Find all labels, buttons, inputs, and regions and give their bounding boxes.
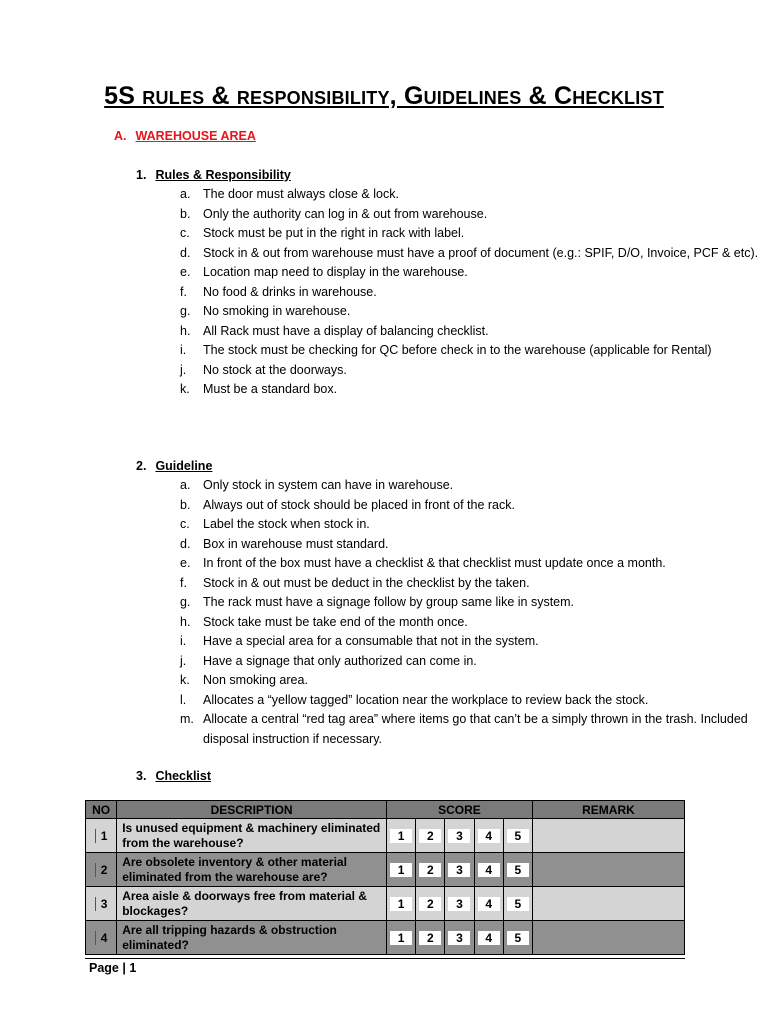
list-item: [180, 710, 768, 749]
score-option[interactable]: 3: [448, 931, 470, 945]
list-item: [180, 632, 768, 652]
list-item: [180, 574, 768, 594]
list-item-marker: d.: [180, 245, 191, 260]
score-option[interactable]: 2: [419, 931, 441, 945]
score-cell[interactable]: [503, 887, 532, 921]
list-item-text: The rack must have a signage follow by group same like in system.: [203, 595, 575, 609]
remark-cell[interactable]: [532, 819, 684, 853]
list-item-marker: h.: [180, 614, 191, 629]
list-item-marker: c.: [180, 517, 190, 531]
row-number: 4: [95, 931, 108, 945]
score-option[interactable]: 1: [390, 931, 412, 945]
list-item-marker: f.: [180, 284, 187, 299]
list-item: [180, 244, 758, 264]
score-cell[interactable]: [387, 853, 416, 887]
checklist-table: [85, 800, 685, 955]
section-heading: [114, 129, 256, 143]
list-item-text: Box in warehouse must standard.: [203, 536, 389, 551]
list-item-text: All Rack must have a display of balancing checklist.: [203, 323, 489, 338]
score-cell[interactable]: [445, 819, 474, 853]
list-item-marker: g.: [180, 304, 191, 318]
remark-cell[interactable]: [532, 887, 684, 921]
list-item-marker: m.: [180, 712, 194, 726]
score-cell[interactable]: [503, 853, 532, 887]
list-item-text: Allocates a “yellow tagged” location near the workplace to review back the stock.: [203, 692, 649, 707]
footer-divider: [85, 958, 685, 959]
table-header-row: [86, 801, 685, 819]
list-item: [180, 613, 768, 633]
list-item-text: No smoking in warehouse.: [203, 304, 351, 318]
header-description: DESCRIPTION: [117, 801, 387, 819]
score-cell[interactable]: [474, 819, 503, 853]
table-row: [86, 853, 685, 887]
score-cell[interactable]: [416, 921, 445, 955]
list-item-text: Location map need to display in the warehouse.: [203, 265, 468, 279]
list-item: [180, 185, 758, 205]
list-item: [180, 361, 758, 381]
score-cell[interactable]: [474, 853, 503, 887]
rules-list: [180, 185, 758, 400]
row-number-cell: [86, 921, 117, 955]
list-item-marker: i.: [180, 343, 187, 357]
list-item-marker: b.: [180, 206, 191, 221]
row-number-cell: [86, 887, 117, 921]
subsection-marker: 1.: [136, 168, 147, 182]
table-row: [86, 921, 685, 955]
list-item-text: Only the authority can log in & out from warehouse.: [203, 206, 488, 221]
list-item-text: The stock must be checking for QC before check in to the warehouse (applicable for Rental): [203, 343, 712, 357]
list-item-text: Stock in & out from warehouse must have a proof of document (e.g.: SPIF, D/O, Invoice, PCF & etc).: [203, 245, 759, 260]
list-item: [180, 496, 768, 516]
score-cell[interactable]: [416, 853, 445, 887]
score-cell[interactable]: [416, 887, 445, 921]
list-item-text: Stock in & out must be deduct in the checklist by the taken.: [203, 575, 530, 590]
score-cell[interactable]: [387, 887, 416, 921]
score-cell[interactable]: [503, 819, 532, 853]
score-cell[interactable]: [445, 887, 474, 921]
score-cell[interactable]: [416, 819, 445, 853]
list-item: [180, 515, 768, 535]
score-option[interactable]: 2: [419, 829, 441, 843]
header-no: NO: [86, 801, 117, 819]
score-option[interactable]: 3: [448, 863, 470, 877]
list-item: [180, 205, 758, 225]
list-item: [180, 283, 758, 303]
score-option[interactable]: 5: [507, 829, 529, 843]
score-cell[interactable]: [503, 921, 532, 955]
list-item: [180, 263, 758, 283]
row-description: Is unused equipment & machinery eliminated from the warehouse?: [117, 819, 387, 853]
list-item-text: Stock must be put in the right in rack with label.: [203, 226, 465, 240]
list-item: [180, 554, 768, 574]
list-item-marker: e.: [180, 556, 191, 570]
list-item-marker: j.: [180, 362, 187, 377]
list-item-text: In front of the box must have a checklist & that checklist must update once a month.: [203, 556, 666, 570]
list-item-text: Stock take must be take end of the month once.: [203, 614, 468, 629]
list-item-text: No stock at the doorways.: [203, 362, 347, 377]
score-option[interactable]: 4: [478, 863, 500, 877]
document-title: 5S rules & responsibility, Guidelines & Checklist: [104, 82, 664, 110]
subsection-marker: 2.: [136, 459, 147, 473]
list-item: [180, 380, 758, 400]
list-item-marker: d.: [180, 536, 191, 551]
list-item-marker: a.: [180, 187, 191, 201]
row-description: Are all tripping hazards & obstruction eliminated?: [117, 921, 387, 955]
remark-cell[interactable]: [532, 853, 684, 887]
list-item-marker: k.: [180, 673, 190, 687]
list-item-text: Must be a standard box.: [203, 382, 338, 396]
row-number: 2: [95, 863, 108, 877]
score-cell[interactable]: [387, 921, 416, 955]
score-option[interactable]: 5: [507, 897, 529, 911]
guideline-list: [180, 476, 768, 749]
list-item: [180, 302, 758, 322]
subsection-heading-checklist: [136, 769, 211, 783]
score-option[interactable]: 5: [507, 931, 529, 945]
score-cell[interactable]: [445, 921, 474, 955]
score-option[interactable]: 1: [390, 863, 412, 877]
list-item-text: Non smoking area.: [203, 673, 308, 687]
subsection-label: Checklist: [155, 769, 212, 783]
score-option[interactable]: 4: [478, 931, 500, 945]
score-option[interactable]: 1: [390, 897, 412, 911]
list-item-marker: l.: [180, 692, 187, 707]
list-item-text: Only stock in system can have in warehouse.: [203, 478, 454, 492]
list-item-marker: c.: [180, 226, 190, 240]
list-item: [180, 322, 758, 342]
score-option[interactable]: 3: [448, 897, 470, 911]
row-number-cell: [86, 819, 117, 853]
score-option[interactable]: 4: [478, 897, 500, 911]
page-number: Page | 1: [89, 961, 137, 975]
score-option[interactable]: 4: [478, 829, 500, 843]
list-item-marker: e.: [180, 265, 191, 279]
list-item: [180, 652, 768, 672]
list-item-marker: f.: [180, 575, 187, 590]
subsection-label: Guideline: [155, 459, 213, 473]
list-item: [180, 476, 768, 496]
list-item-text: Always out of stock should be placed in front of the rack.: [203, 497, 515, 512]
list-item-marker: a.: [180, 478, 191, 492]
remark-cell[interactable]: [532, 921, 684, 955]
row-description: Area aisle & doorways free from material & blockages?: [117, 887, 387, 921]
list-item-text: Label the stock when stock in.: [203, 517, 370, 531]
list-item: [180, 671, 768, 691]
list-item: [180, 691, 768, 711]
score-cell[interactable]: [474, 921, 503, 955]
score-option[interactable]: 2: [419, 897, 441, 911]
list-item-text: Have a signage that only authorized can come in.: [203, 653, 477, 668]
list-item-marker: b.: [180, 497, 191, 512]
list-item: [180, 593, 768, 613]
list-item-text: The door must always close & lock.: [203, 187, 399, 201]
row-description: Are obsolete inventory & other material eliminated from the warehouse are?: [117, 853, 387, 887]
list-item-marker: g.: [180, 595, 191, 609]
score-cell[interactable]: [474, 887, 503, 921]
list-item-marker: i.: [180, 634, 187, 648]
list-item-text: Have a special area for a consumable that not in the system.: [203, 634, 539, 648]
list-item-marker: j.: [180, 653, 187, 668]
row-number: 3: [95, 897, 108, 911]
subsection-label: Rules & Responsibility: [155, 168, 291, 182]
list-item: [180, 224, 758, 244]
header-score: SCORE: [387, 801, 533, 819]
table-row: [86, 819, 685, 853]
row-number-cell: [86, 853, 117, 887]
subsection-heading-rules: [136, 168, 291, 182]
subsection-heading-guideline: [136, 459, 212, 473]
list-item-text: Allocate a central “red tag area” where items go that can’t be a simply thrown in the trash. Included disposal instruction if necessary.: [203, 712, 748, 746]
list-item-marker: k.: [180, 382, 190, 396]
score-option[interactable]: 1: [390, 829, 412, 843]
header-remark: REMARK: [532, 801, 684, 819]
section-label: WAREHOUSE AREA: [135, 129, 256, 143]
row-number: 1: [95, 829, 108, 843]
list-item-marker: h.: [180, 323, 191, 338]
section-marker: A.: [114, 129, 127, 143]
list-item-text: No food & drinks in warehouse.: [203, 284, 377, 299]
score-option[interactable]: 5: [507, 863, 529, 877]
list-item: [180, 535, 768, 555]
table-row: [86, 887, 685, 921]
score-cell[interactable]: [445, 853, 474, 887]
list-item: [180, 341, 758, 361]
score-option[interactable]: 3: [448, 829, 470, 843]
score-option[interactable]: 2: [419, 863, 441, 877]
subsection-marker: 3.: [136, 769, 147, 783]
score-cell[interactable]: [387, 819, 416, 853]
